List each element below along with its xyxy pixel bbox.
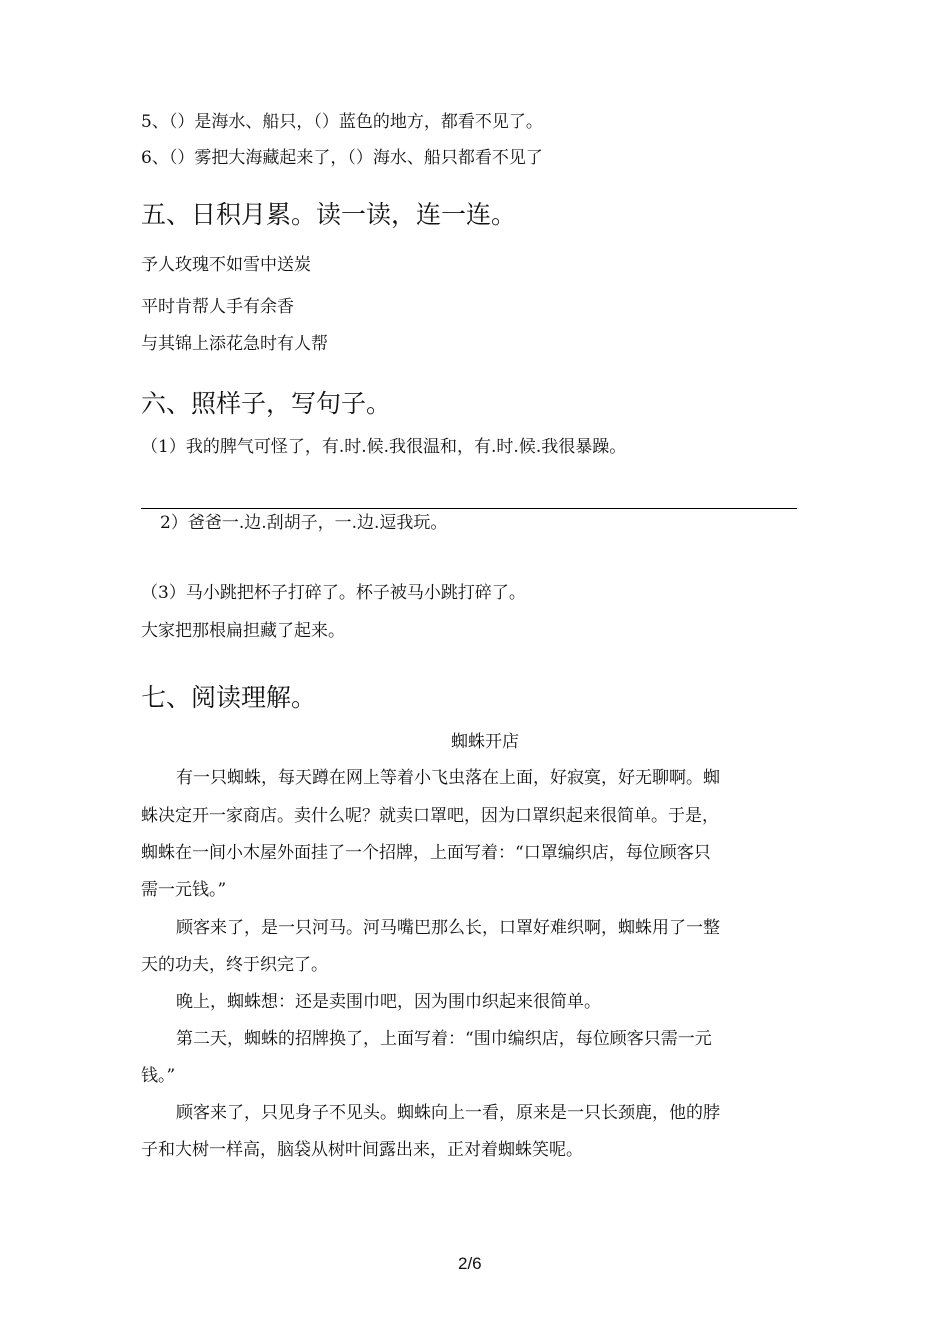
story-line: 子和大树一样高，脑袋从树叶间露出来，正对着蜘蛛笑呢。 [141,1140,583,1160]
story-line: 需一元钱。” [141,880,227,900]
page-number: 2/6 [458,1254,482,1273]
task-sentence-3: 大家把那根扁担藏了起来。 [141,621,345,641]
proverb-line-2: 平时肯帮人手有余香 [141,297,294,317]
question-item-6: 6、（）雾把大海藏起来了，（）海水、船只都看不见了 [141,148,543,168]
question-item-5: 5、（）是海水、船只，（）蓝色的地方，都看不见了。 [141,112,543,132]
section-7-heading: 七、阅读理解。 [141,683,317,712]
section-5-heading: 五、日积月累。读一读，连一连。 [141,200,517,229]
proverb-line-1: 予人玫瑰不如雪中送炭 [141,255,311,275]
section-6-heading: 六、照样子，写句子。 [141,389,392,418]
proverb-line-3: 与其锦上添花急时有人帮 [141,334,328,354]
example-sentence-1: （1）我的脾气可怪了，有.时.候.我很温和，有.时.候.我很暴躁。 [141,437,627,457]
story-line: 有一只蜘蛛，每天蹲在网上等着小飞虫落在上面，好寂寞，好无聊啊。蜘 [176,768,720,788]
example-sentence-2: 2）爸爸一.边.刮胡子，一.边.逗我玩。 [160,513,448,533]
answer-line [141,508,797,509]
example-sentence-3: （3）马小跳把杯子打碎了。杯子被马小跳打碎了。 [141,583,526,603]
story-line: 蛛决定开一家商店。卖什么呢？就卖口罩吧，因为口罩织起来很简单。于是， [141,806,719,826]
story-line: 顾客来了，只见身子不见头。蜘蛛向上一看，原来是一只长颈鹿，他的脖 [176,1103,720,1123]
story-line: 钱。” [141,1066,176,1086]
story-line: 天的功夫，终于织完了。 [141,955,328,975]
story-line: 晚上，蜘蛛想：还是卖围巾吧，因为围巾织起来很简单。 [176,992,601,1012]
story-line: 蜘蛛在一间小木屋外面挂了一个招牌，上面写着：“口罩编织店，每位顾客只 [141,843,711,863]
story-line: 第二天，蜘蛛的招牌换了，上面写着：“围巾编织店，每位顾客只需一元 [176,1029,712,1049]
story-title: 蜘蛛开店 [451,732,519,752]
story-line: 顾客来了，是一只河马。河马嘴巴那么长，口罩好难织啊，蜘蛛用了一整 [176,918,720,938]
